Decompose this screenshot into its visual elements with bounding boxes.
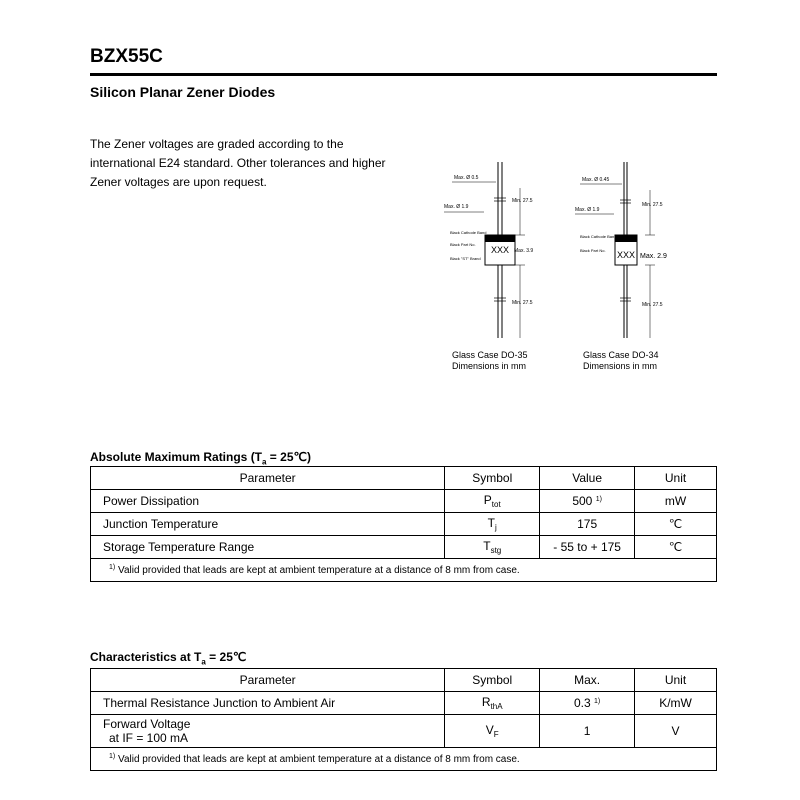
table-row: Junction Temperature $T_j$ 175 ℃ bbox=[91, 513, 717, 536]
chars-table bbox=[90, 668, 717, 771]
do35-max-lead: Max. Ø 0.5 bbox=[454, 175, 479, 181]
do34-min-top: Min. 27.5 bbox=[642, 202, 663, 208]
col-header-symbol: Symbol bbox=[445, 467, 540, 490]
do34-caption bbox=[583, 350, 659, 372]
table-row: Storage Temperature Range $T_{stg}$ - 55 to + 175 ℃ bbox=[91, 536, 717, 559]
do34-partno: Black Part No. bbox=[580, 248, 606, 253]
do35-max-len: Max. 3.9 bbox=[514, 248, 534, 254]
do35-drawing bbox=[444, 162, 533, 338]
col-header-symbol: Symbol bbox=[445, 669, 540, 692]
col-header-value: Value bbox=[540, 467, 635, 490]
do35-min-top: Min. 27.5 bbox=[512, 198, 533, 204]
do35-partno: Black Part No. bbox=[450, 242, 476, 247]
page-subtitle: Silicon Planar Zener Diodes bbox=[90, 84, 276, 100]
do35-marking: XXX bbox=[490, 245, 510, 255]
do35-caption-2: Dimensions in mm bbox=[452, 361, 527, 371]
package-drawings bbox=[430, 160, 720, 350]
col-header-parameter: Parameter bbox=[91, 467, 445, 490]
table-row: Forward Voltage at IF = 100 mA $V_F$ 1 V bbox=[91, 715, 717, 748]
do35-st-brand: Black "ST" Brand bbox=[450, 256, 481, 261]
do35-band: Black Cathode Band bbox=[450, 230, 487, 235]
abs-max-table bbox=[90, 466, 717, 582]
page-title: BZX55C bbox=[90, 46, 163, 67]
do34-drawing bbox=[575, 162, 667, 338]
table-footnote-row: $^{1)}$ Valid provided that leads are kept at ambient temperature at a distance of 8 mm from case. bbox=[91, 559, 717, 582]
col-header-parameter: Parameter bbox=[91, 669, 445, 692]
do34-marking: XXX bbox=[616, 250, 636, 260]
table-row: Thermal Resistance Junction to Ambient Air $R_{thA}$ 0.3 $^{1)}$ K/mW bbox=[91, 692, 717, 715]
col-header-unit: Unit bbox=[635, 467, 717, 490]
do34-max-lead: Max. Ø 0.45 bbox=[582, 177, 610, 183]
do34-caption-1: Glass Case DO-34 bbox=[583, 350, 659, 360]
do35-max-body: Max. Ø 1.9 bbox=[444, 204, 469, 210]
table-row: Power Dissipation $P_{tot}$ 500 $^{1)}$ mW bbox=[91, 490, 717, 513]
do35-caption-1: Glass Case DO-35 bbox=[452, 350, 528, 360]
do34-max-len: Max. 2.9 bbox=[640, 253, 667, 260]
chars-title: Characteristics at $T_a$ = 25℃ bbox=[90, 650, 247, 667]
table-header-row bbox=[91, 669, 717, 692]
do34-min-bot: Min. 27.5 bbox=[642, 302, 663, 308]
abs-max-title: Absolute Maximum Ratings ($T_a$ = 25℃) bbox=[90, 450, 311, 467]
title-rule bbox=[90, 73, 717, 76]
do34-max-body: Max. Ø 1.9 bbox=[575, 207, 600, 213]
do34-band: Black Cathode Band bbox=[580, 234, 617, 239]
do35-caption bbox=[452, 350, 528, 372]
col-header-unit: Unit bbox=[635, 669, 717, 692]
table-footnote-row: $^{1)}$ Valid provided that leads are kept at ambient temperature at a distance of 8 mm from case. bbox=[91, 748, 717, 771]
do34-caption-2: Dimensions in mm bbox=[583, 361, 658, 371]
do35-min-bot: Min. 27.5 bbox=[512, 300, 533, 306]
table-header-row bbox=[91, 467, 717, 490]
intro-text: The Zener voltages are graded according to the international E24 standard. Other tolerances and higher Zener voltages are upon request. bbox=[90, 137, 386, 189]
col-header-max: Max. bbox=[540, 669, 635, 692]
